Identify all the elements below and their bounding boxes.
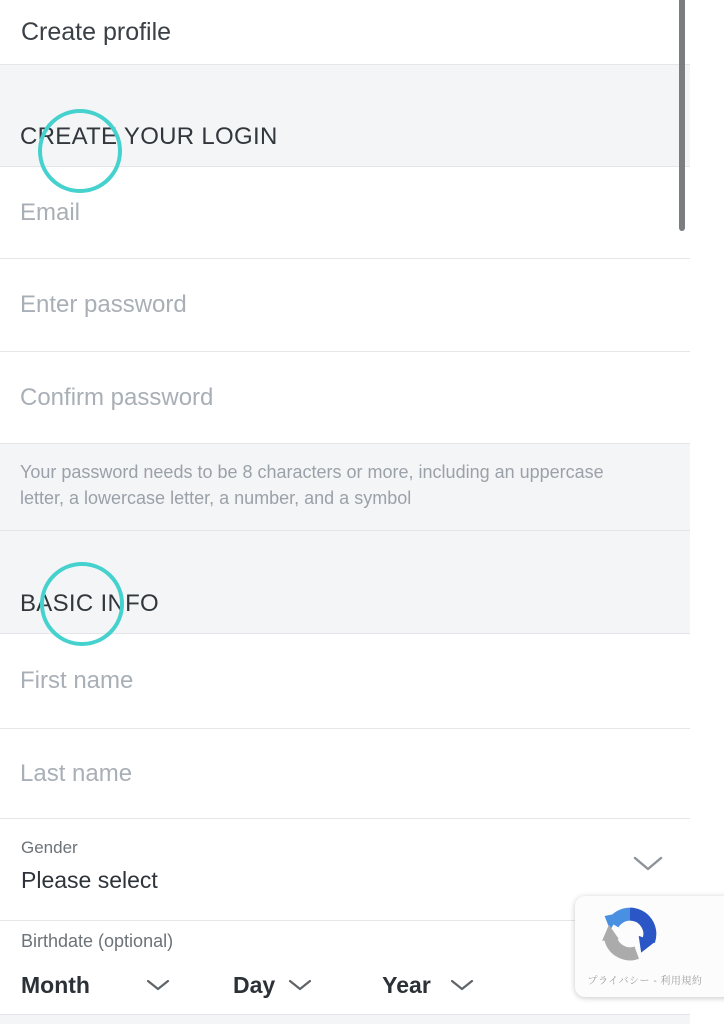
first-name-field-row — [0, 634, 690, 729]
email-field-row — [0, 167, 690, 259]
password-input[interactable] — [0, 259, 690, 351]
birthdate-month-value: Month — [21, 972, 90, 998]
birthdate-month-select[interactable] — [21, 969, 170, 1001]
chevron-down-icon — [288, 979, 312, 991]
last-name-input[interactable] — [0, 729, 690, 818]
section-header-create-your-login — [0, 65, 690, 167]
recaptcha-icon — [599, 903, 661, 965]
recaptcha-badge[interactable] — [575, 896, 724, 997]
password-field-row — [0, 259, 690, 352]
chevron-down-icon — [450, 979, 474, 991]
birthdate-day-value: Day — [232, 972, 276, 998]
page-title: Create profile — [21, 17, 172, 46]
page-header — [0, 0, 690, 65]
birthdate-year-value: Year — [382, 972, 431, 998]
section-header-basic-label: BASIC INFO — [20, 590, 160, 617]
birthdate-label: Birthdate (optional) — [21, 931, 174, 951]
section-header-basic-info — [0, 531, 690, 634]
gender-value: Please select — [21, 867, 158, 893]
birthdate-day-select[interactable] — [233, 969, 312, 1001]
first-name-input[interactable] — [0, 634, 690, 728]
next-section-band — [0, 1015, 690, 1024]
confirm-password-field-row — [0, 352, 690, 444]
confirm-password-input[interactable] — [0, 352, 690, 443]
recaptcha-terms-link[interactable]: プライバシー - 利用規約 — [587, 976, 703, 987]
password-requirements-hint — [0, 444, 690, 531]
chevron-down-icon — [146, 979, 170, 991]
section-header-login-label: CREATE YOUR LOGIN — [20, 123, 278, 150]
birthdate-year-select[interactable] — [382, 969, 474, 1001]
email-input[interactable] — [0, 167, 690, 258]
last-name-field-row — [0, 729, 690, 819]
chevron-down-icon — [633, 856, 663, 871]
password-hint-text: Your password needs to be 8 characters or more, including an uppercase letter, a lowercase letter, a number, and a symbol — [20, 462, 604, 508]
scrollbar-thumb[interactable] — [679, 0, 685, 231]
gender-label: Gender — [21, 838, 78, 857]
